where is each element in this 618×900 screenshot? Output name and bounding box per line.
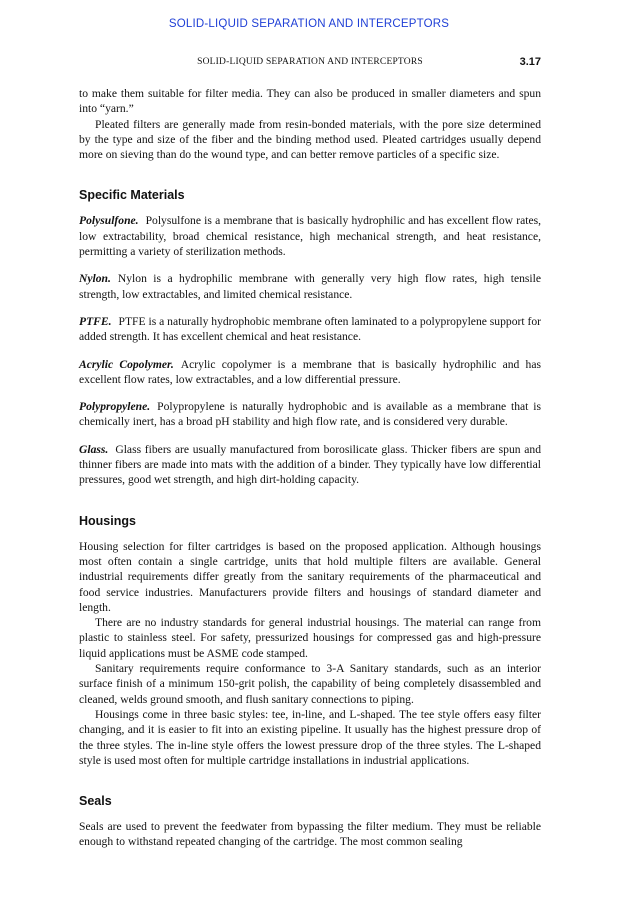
section-heading-seals: Seals bbox=[79, 794, 112, 809]
intro-paragraph: Pleated filters are generally made from resin-bonded materials, with the pore size determined by the type and size of the fiber and the binding method used. Pleated cartridges usually depend more on sieving than do the wound type, and can better remove particles of a specific size. bbox=[79, 117, 541, 162]
document-banner: SOLID-LIQUID SEPARATION AND INTERCEPTORS bbox=[168, 18, 450, 30]
material-term: Glass. bbox=[79, 442, 109, 456]
material-entry-polypropylene bbox=[79, 399, 541, 430]
section-heading-specific-materials: Specific Materials bbox=[79, 188, 185, 203]
material-description: Polypropylene is naturally hydrophobic and is available as a membrane that is chemically inert, has a broad pH stability and high flow rate, and is considered very durable. bbox=[79, 400, 541, 429]
running-head bbox=[79, 56, 541, 70]
material-description: Glass fibers are usually manufactured from borosilicate glass. Thicker fibers are spun and thinner fibers are made into mats with the addition of a binder. They typically have low differential pressures, good wet strength, and high dirt-holding capacity. bbox=[79, 442, 541, 487]
material-entry-acrylic-copolymer bbox=[79, 357, 541, 388]
material-term: PTFE. bbox=[79, 314, 112, 328]
page-number: 3.17 bbox=[519, 56, 541, 68]
material-entry-nylon bbox=[79, 271, 541, 302]
seals-paragraph: Seals are used to prevent the feedwater from bypassing the filter medium. They must be reliable enough to withstand repeated changing of the cartridge. The most common sealing bbox=[79, 820, 541, 849]
material-description: Polysulfone is a membrane that is basically hydrophilic and has excellent flow rates, low extractability, broad chemical resistance, high mechanical strength, and heat resistance, permitting a variety of sterilization methods. bbox=[79, 214, 541, 259]
housings-paragraph: Housing selection for filter cartridges is based on the proposed application. Although housings most often contain a single cartridge, units that hold multiple filters are available. General industrial requirements differ greatly from the sanitary requirements of the pharmaceutical and food service industries. Manufacturers provide filters and housings of standard diameter and length. bbox=[79, 539, 541, 614]
material-term: Polysulfone. bbox=[79, 214, 139, 228]
material-term: Nylon. bbox=[79, 272, 111, 286]
housings-paragraph: Sanitary requirements require conformance to 3-A Sanitary standards, such as an interior surface finish of a minimum 150-grit polish, the capability of being completely disassembled and cleaned, welds ground smooth, and flush sanitary connections to piping. bbox=[79, 662, 541, 706]
running-head-title: SOLID-LIQUID SEPARATION AND INTERCEPTORS bbox=[197, 57, 423, 67]
material-term: Polypropylene. bbox=[79, 400, 151, 414]
page-body bbox=[79, 86, 541, 850]
material-description: Acrylic copolymer is a membrane that is basically hydrophilic and has excellent flow rates, low extractables, and a low differential pressure. bbox=[79, 357, 541, 386]
material-description: PTFE is a naturally hydrophobic membrane often laminated to a polypropylene support for added strength. It has excellent chemical and heat resistance. bbox=[79, 314, 541, 344]
material-entry-ptfe bbox=[79, 314, 541, 345]
housings-paragraph: There are no industry standards for general industrial housings. The material can range from plastic to stainless steel. For safety, pressurized housings for compressed gas and high-pressure liquid applications must be ASME code stamped. bbox=[79, 616, 541, 660]
material-term: Acrylic Copolymer. bbox=[79, 357, 174, 371]
material-description: Nylon is a hydrophilic membrane with generally very high flow rates, high tensile strength, low extractables, and limited chemical resistance. bbox=[79, 272, 541, 301]
material-entry-polysulfone bbox=[79, 213, 541, 259]
section-heading-housings: Housings bbox=[79, 513, 136, 528]
material-entry-glass bbox=[79, 442, 541, 488]
housings-paragraph: Housings come in three basic styles: tee, in-line, and L-shaped. The tee style offers easy filter changing, and it is easier to fit into an existing pipeline. It usually has the highest pressure drop of the three styles. The in-line style offers the lowest pressure drop of the three styles. The L-shaped style is used most often for multiple cartridge installations in industrial applications. bbox=[79, 707, 541, 767]
intro-paragraph: to make them suitable for filter media. They can also be produced in smaller diameters and spun into “yarn.” bbox=[79, 87, 541, 116]
